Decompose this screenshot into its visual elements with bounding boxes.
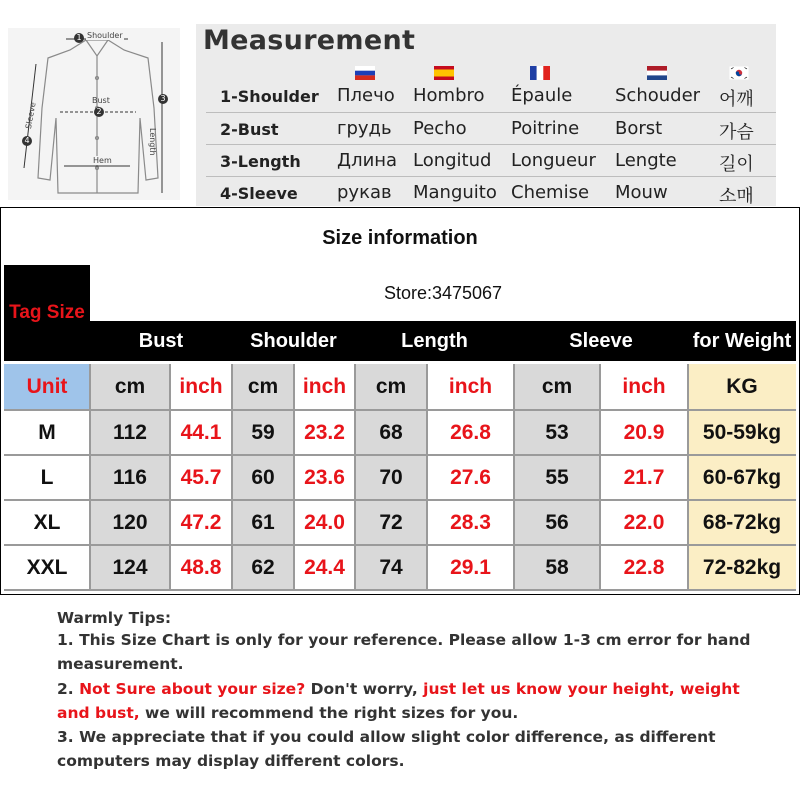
tip-1: 1. This Size Chart is only for your reference. Please allow 1-3 cm error for hand measurement. <box>57 631 751 673</box>
translation-ru: Плечо <box>337 85 395 106</box>
size-m: M <box>4 411 90 454</box>
flag-spain-icon <box>434 66 454 80</box>
value-length-cm: 74 <box>355 546 427 589</box>
header-bust: Bust <box>90 321 232 361</box>
value-bust-cm: 116 <box>90 456 170 499</box>
translation-ko: 어깨 <box>719 89 754 110</box>
grid-line <box>4 499 796 501</box>
diagram-label-hem: Hem <box>93 156 112 165</box>
value-sleeve-in: 22.0 <box>600 501 688 544</box>
value-shoulder-cm: 59 <box>232 411 294 454</box>
size-l: L <box>4 456 90 499</box>
grid-line <box>231 364 233 589</box>
value-bust-in: 45.7 <box>170 456 232 499</box>
unit-inch: inch <box>294 364 355 409</box>
value-length-in: 27.6 <box>427 456 514 499</box>
value-sleeve-in: 22.8 <box>600 546 688 589</box>
unit-cm: cm <box>514 364 600 409</box>
translation-nl: Mouw <box>615 182 668 203</box>
header-shoulder: Shoulder <box>232 321 355 361</box>
value-length-in: 26.8 <box>427 411 514 454</box>
measurement-label: 2-Bust <box>220 120 279 139</box>
translation-ru: Длина <box>337 150 398 171</box>
tip-3: 3. We appreciate that if you could allow slight color difference, as different computers may display different colors. <box>57 728 716 770</box>
unit-cm: cm <box>232 364 294 409</box>
translation-fr: Épaule <box>511 85 573 106</box>
grid-line <box>4 544 796 546</box>
translation-nl: Borst <box>615 118 663 139</box>
value-bust-cm: 120 <box>90 501 170 544</box>
diagram-label-shoulder: Shoulder <box>87 31 123 40</box>
unit-inch: inch <box>600 364 688 409</box>
unit-cm: cm <box>90 364 170 409</box>
measurement-row <box>206 144 776 175</box>
header-weight: for Weight <box>688 321 796 361</box>
shirt-diagram <box>8 28 180 200</box>
grid-line <box>169 364 171 589</box>
value-bust-in: 48.8 <box>170 546 232 589</box>
size-xxl: XXL <box>4 546 90 589</box>
flag-france-icon <box>530 66 550 80</box>
header-sleeve: Sleeve <box>514 321 688 361</box>
translation-nl: Schouder <box>615 85 701 106</box>
value-bust-in: 44.1 <box>170 411 232 454</box>
grid-line <box>513 364 515 589</box>
value-sleeve-cm: 55 <box>514 456 600 499</box>
value-shoulder-cm: 62 <box>232 546 294 589</box>
value-shoulder-cm: 61 <box>232 501 294 544</box>
translation-ko: 가슴 <box>719 122 754 143</box>
value-length-cm: 72 <box>355 501 427 544</box>
grid-line <box>599 364 601 589</box>
measurement-row <box>206 112 776 143</box>
grid-line <box>426 364 428 589</box>
size-information-title: Size information <box>4 211 796 265</box>
diagram-label-length: Length <box>148 128 157 156</box>
value-length-in: 29.1 <box>427 546 514 589</box>
value-length-in: 28.3 <box>427 501 514 544</box>
measurement-row <box>206 80 776 110</box>
value-sleeve-cm: 58 <box>514 546 600 589</box>
tag-size-label: Tag Size <box>4 265 90 361</box>
unit-inch: inch <box>170 364 232 409</box>
translation-es: Longitud <box>413 150 492 171</box>
header-length: Length <box>355 321 514 361</box>
flag-netherlands-icon <box>647 66 667 80</box>
size-xl: XL <box>4 501 90 544</box>
flag-korea-icon <box>729 66 749 80</box>
value-bust-in: 47.2 <box>170 501 232 544</box>
measurement-label: 1-Shoulder <box>220 87 319 106</box>
translation-es: Hombro <box>413 85 485 106</box>
value-length-cm: 70 <box>355 456 427 499</box>
grid-line <box>354 364 356 589</box>
diagram-label-sleeve: Sleeve <box>24 101 38 130</box>
translation-fr: Poitrine <box>511 118 580 139</box>
measurement-label: 4-Sleeve <box>220 184 298 203</box>
store-id: Store:3475067 <box>90 265 796 321</box>
translation-fr: Longueur <box>511 150 596 171</box>
translation-nl: Lengte <box>615 150 677 171</box>
translation-fr: Chemise <box>511 182 590 203</box>
translation-ru: грудь <box>337 118 392 139</box>
value-shoulder-in: 23.2 <box>294 411 355 454</box>
tips-section <box>0 596 800 800</box>
value-length-cm: 68 <box>355 411 427 454</box>
value-bust-cm: 112 <box>90 411 170 454</box>
value-sleeve-in: 20.9 <box>600 411 688 454</box>
measurement-section <box>0 0 800 207</box>
flag-russia-icon <box>355 66 375 80</box>
grid-line <box>687 364 689 589</box>
grid-line <box>89 364 91 589</box>
tip-2 <box>57 677 777 725</box>
size-table <box>0 207 800 595</box>
value-shoulder-in: 23.6 <box>294 456 355 499</box>
diagram-label-bust: Bust <box>92 96 110 105</box>
diagram-num-3: 3 <box>158 94 168 104</box>
grid-line <box>4 589 796 591</box>
tips-heading: Warmly Tips: <box>57 609 172 627</box>
value-bust-cm: 124 <box>90 546 170 589</box>
diagram-num-4: 4 <box>22 136 32 146</box>
tip-2-red-request: just let us know your height, weight and bust, <box>57 680 740 722</box>
value-sleeve-in: 21.7 <box>600 456 688 499</box>
translation-es: Manguito <box>413 182 497 203</box>
unit-inch: inch <box>427 364 514 409</box>
grid-line <box>4 409 796 411</box>
diagram-num-1: 1 <box>74 33 84 43</box>
measurement-label: 3-Length <box>220 152 301 171</box>
translation-es: Pecho <box>413 118 467 139</box>
grid-line <box>4 454 796 456</box>
value-weight: 50-59kg <box>688 411 796 454</box>
translation-ko: 소매 <box>719 186 754 207</box>
value-shoulder-in: 24.0 <box>294 501 355 544</box>
measurement-row <box>206 176 776 207</box>
tip-2-recommend: we will recommend the right sizes for you. <box>139 704 519 722</box>
unit-label: Unit <box>4 364 90 409</box>
value-shoulder-cm: 60 <box>232 456 294 499</box>
diagram-num-2: 2 <box>94 107 104 117</box>
value-weight: 72-82kg <box>688 546 796 589</box>
tip-2-red-question: Not Sure about your size? <box>79 680 306 698</box>
value-shoulder-in: 24.4 <box>294 546 355 589</box>
tip-2-prefix: 2. <box>57 680 80 698</box>
grid-line <box>293 364 295 589</box>
unit-cm: cm <box>355 364 427 409</box>
measurement-title: Measurement <box>203 25 416 56</box>
value-sleeve-cm: 53 <box>514 411 600 454</box>
tip-2-dont-worry: Don't worry, <box>305 680 424 698</box>
unit-kg: KG <box>688 364 796 409</box>
value-sleeve-cm: 56 <box>514 501 600 544</box>
translation-ru: рукав <box>337 182 392 203</box>
value-weight: 68-72kg <box>688 501 796 544</box>
value-weight: 60-67kg <box>688 456 796 499</box>
translation-ko: 길이 <box>719 154 754 175</box>
